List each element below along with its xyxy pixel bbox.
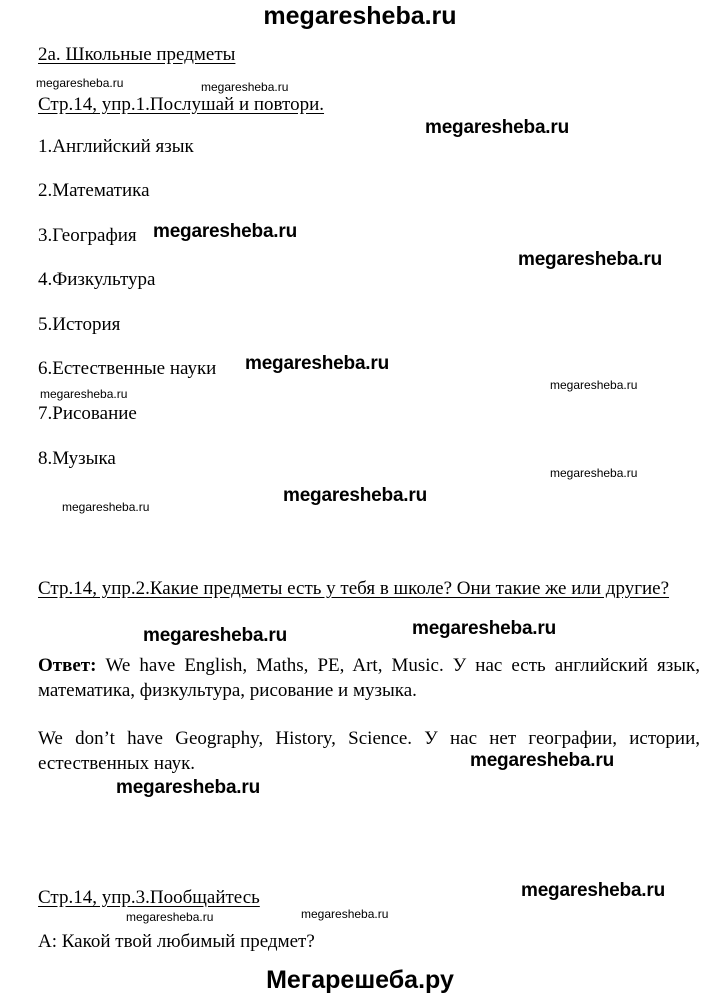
- answer-paragraph-1: [38, 654, 700, 703]
- watermark-top: megaresheba.ru: [263, 2, 457, 30]
- list-item: 6.Естественные науки: [38, 358, 217, 379]
- watermark: megaresheba.ru: [412, 618, 556, 639]
- watermark: megaresheba.ru: [201, 80, 289, 94]
- answer-paragraph-2: We don’t have Geography, History, Science. У нас нет географии, истории, естественных наук.: [38, 728, 700, 774]
- watermark: megaresheba.ru: [126, 910, 214, 924]
- dialogue-line-a: А: Какой твой любимый предмет?: [38, 931, 315, 952]
- watermark: megaresheba.ru: [283, 485, 427, 506]
- watermark: megaresheba.ru: [550, 378, 638, 392]
- exercise-3-heading: Стр.14, упр.3.Пообщайтесь: [38, 887, 260, 908]
- watermark: megaresheba.ru: [550, 466, 638, 480]
- watermark: megaresheba.ru: [518, 249, 662, 270]
- watermark: megaresheba.ru: [521, 880, 665, 901]
- list-item: 8.Музыка: [38, 448, 116, 469]
- list-item: 5.История: [38, 314, 121, 335]
- answer-text-1: We have English, Maths, PE, Art, Music. У нас есть английский язык, математика, физкультура, рисование и музыка.: [38, 655, 700, 701]
- watermark: megaresheba.ru: [470, 750, 614, 771]
- watermark: megaresheba.ru: [40, 387, 128, 401]
- watermark-bottom: Мегарешеба.ру: [266, 966, 454, 994]
- exercise-1-heading: Стр.14, упр.1.Послушай и повтори.: [38, 94, 325, 115]
- list-item: 4.Физкультура: [38, 269, 156, 290]
- watermark: megaresheba.ru: [143, 625, 287, 646]
- exercise-2-heading: [38, 578, 700, 601]
- watermark: megaresheba.ru: [153, 221, 297, 242]
- exercise-2-heading-text: Стр.14, упр.2.Какие предметы есть у тебя в школе? Они такие же или другие?: [38, 578, 670, 599]
- list-item: 2.Математика: [38, 180, 150, 201]
- watermark: megaresheba.ru: [425, 117, 569, 138]
- watermark: megaresheba.ru: [62, 500, 150, 514]
- section-title: 2а. Школьные предметы: [38, 44, 236, 65]
- watermark: megaresheba.ru: [116, 777, 260, 798]
- list-item: 7.Рисование: [38, 403, 137, 424]
- watermark: megaresheba.ru: [245, 353, 389, 374]
- watermark: megaresheba.ru: [36, 76, 124, 90]
- list-item: 3.География: [38, 225, 137, 246]
- watermark: megaresheba.ru: [301, 907, 389, 921]
- answer-label: Ответ:: [38, 655, 97, 676]
- list-item: 1.Английский язык: [38, 136, 194, 157]
